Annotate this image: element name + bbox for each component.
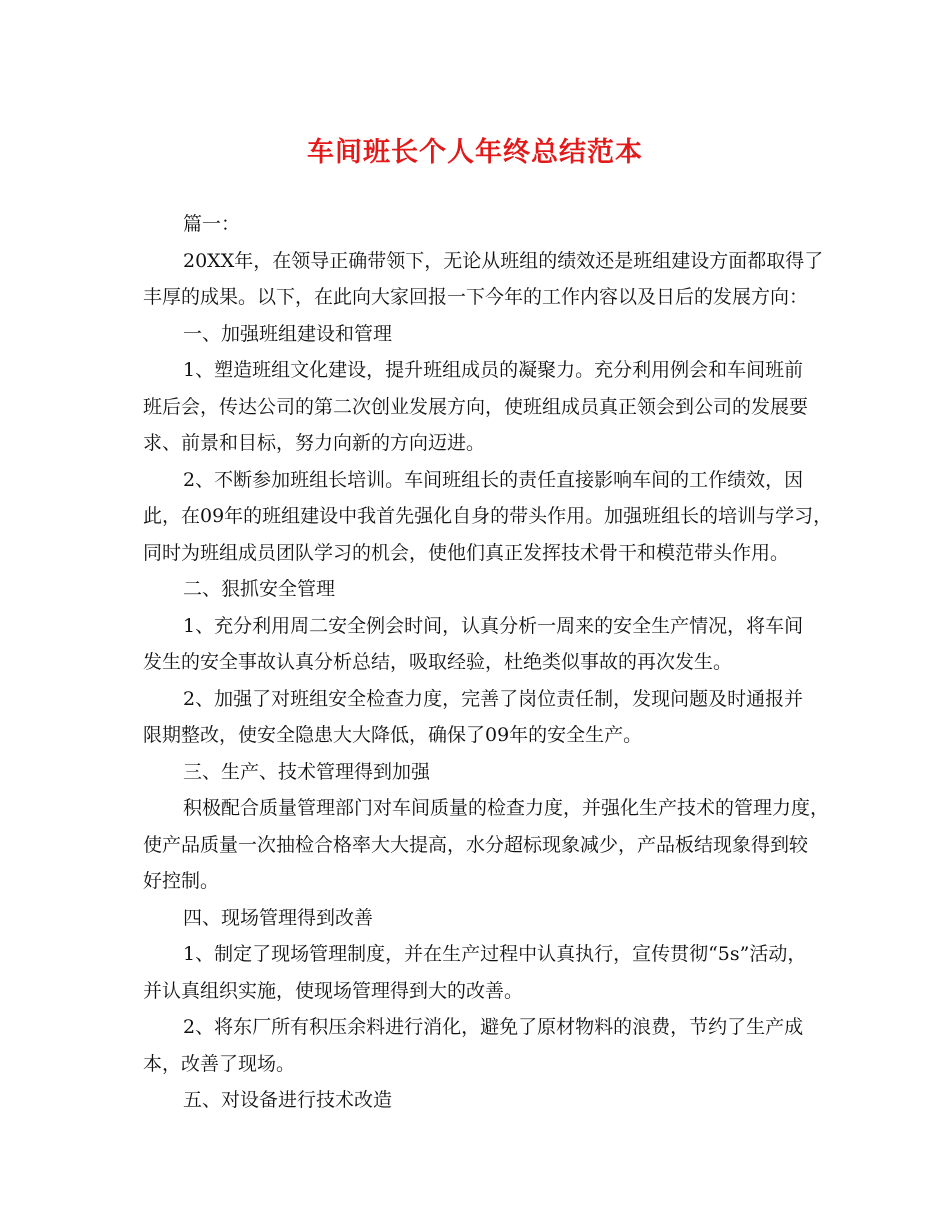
text-line: 2、不断参加班组长培训。车间班组长的责任直接影响车间的工作绩效，因 <box>183 468 804 491</box>
text-line: 限期整改，使安全隐患大大降低，确保了09年的安全生产。 <box>143 724 643 746</box>
text-line: 使产品质量一次抽检合格率大大提高，水分超标现象减少，产品板结现象得到较 <box>143 833 809 856</box>
text-line: 发生的安全事故认真分析总结，吸取经验，杜绝类似事故的再次发生。 <box>143 651 733 673</box>
text-line: 1、充分利用周二安全例会时间，认真分析一周来的安全生产情况，将车间 <box>183 614 804 637</box>
text-line: 2、加强了对班组安全检查力度，完善了岗位责任制，发现问题及时通报并 <box>183 687 804 710</box>
text-line: 求、前景和目标，努力向新的方向迈进。 <box>143 432 486 454</box>
text-line: 1、制定了现场管理制度，并在生产过程中认真执行，宣传贯彻“5s”活动， <box>183 943 807 965</box>
text-line: 二、狠抓安全管理 <box>183 578 336 600</box>
text-line: 本，改善了现场。 <box>143 1052 296 1075</box>
text-line: 积极配合质量管理部门对车间质量的检查力度，并强化生产技术的管理力度， <box>183 797 830 819</box>
text-line: 五、对设备进行技术改造 <box>183 1089 393 1111</box>
document-body <box>143 206 843 1119</box>
text-line: 同时为班组成员团队学习的机会，使他们真正发挥技术骨干和模范带头作用。 <box>143 541 790 564</box>
document-title: 车间班长个人年终总结范本 <box>307 137 643 168</box>
text-line: 好控制。 <box>143 870 220 892</box>
text-line: 篇一： <box>183 213 241 235</box>
text-line: 1、塑造班组文化建设，提升班组成员的凝聚力。充分利用例会和车间班前 <box>183 359 804 381</box>
text-line: 三、生产、技术管理得到加强 <box>183 760 431 783</box>
text-line: 2、将东厂所有积压余料进行消化，避免了原材物料的浪费，节约了生产成 <box>183 1016 804 1038</box>
text-line: 此，在09年的班组建设中我首先强化自身的带头作用。加强班组长的培训与学习， <box>143 505 833 527</box>
text-line: 一、加强班组建设和管理 <box>183 322 393 345</box>
text-line: 丰厚的成果。以下，在此向大家回报一下今年的工作内容以及日后的发展方向： <box>143 286 809 308</box>
text-line: 四、现场管理得到改善 <box>183 906 374 929</box>
text-line: 并认真组织实施，使现场管理得到大的改善。 <box>143 979 524 1002</box>
text-line: 20XX年，在领导正确带领下，无论从班组的绩效还是班组建设方面都取得了 <box>183 249 824 272</box>
text-line: 班后会，传达公司的第二次创业发展方向，使班组成员真正领会到公司的发展要 <box>143 395 809 418</box>
